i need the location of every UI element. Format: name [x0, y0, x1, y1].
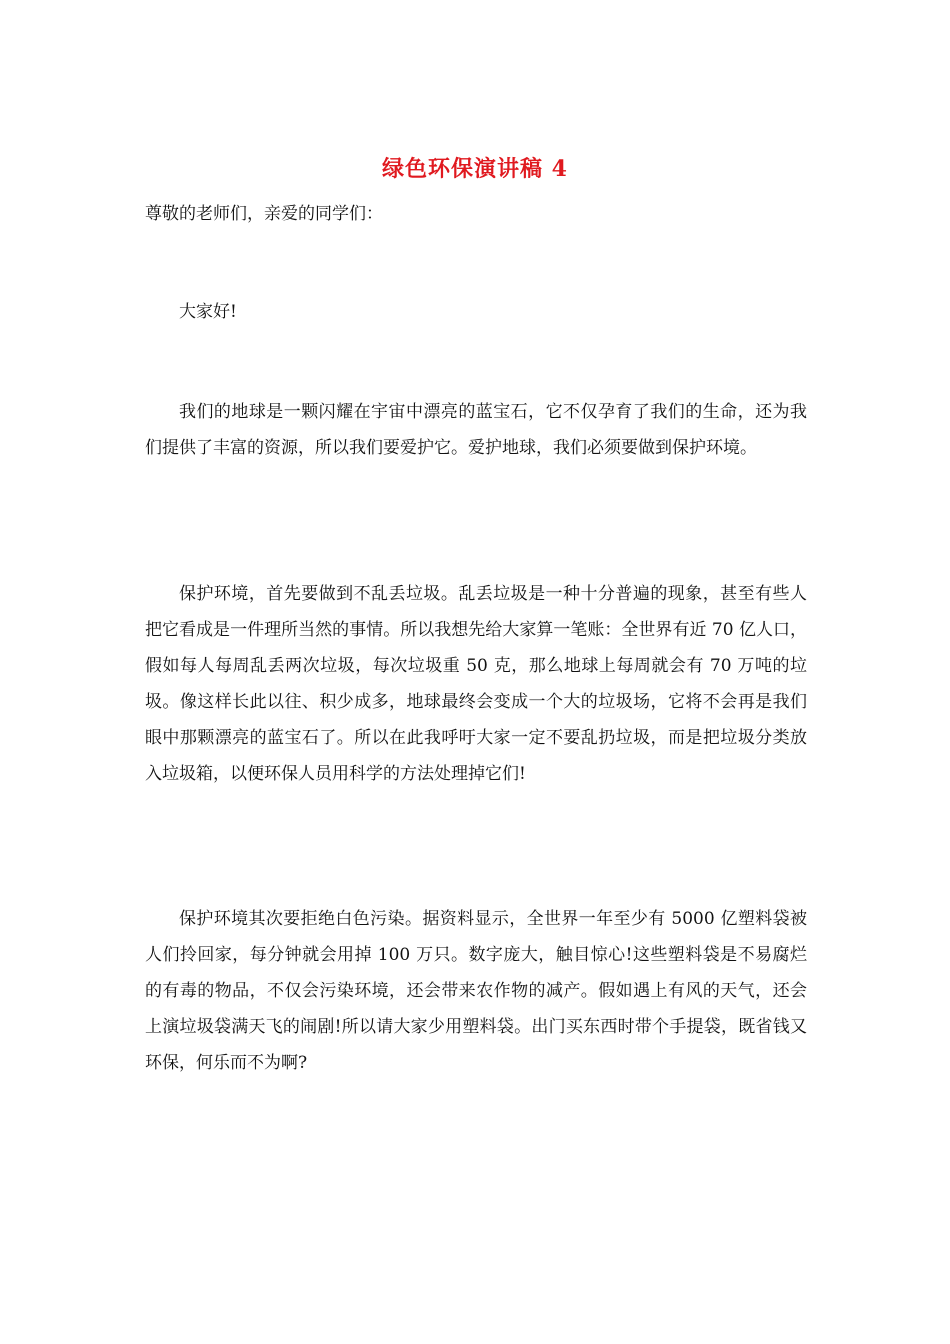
paragraph-litter: 保护环境，首先要做到不乱丢垃圾。乱丢垃圾是一种十分普遍的现象，甚至有些人把它看成是一件理所当然的事情。所以我想先给大家算一笔账：全世界有近 70 亿人口，假如每人每周乱丢两次垃圾，每次垃圾重 50 克，那么地球上每周就会有 70 万吨的垃圾。像这样长此以往、积少成多，地球最终会变成一个大的垃圾场，它将不会再是我们眼中那颗漂亮的蓝宝石了。所以在此我呼吁大家一定不要乱扔垃圾，而是把垃圾分类放入垃圾箱，以便环保人员用科学的方法处理掉它们!	[145, 584, 807, 784]
paragraph-plastic: 保护环境其次要拒绝白色污染。据资料显示，全世界一年至少有 5000 亿塑料袋被人们拎回家，每分钟就会用掉 100 万只。数字庞大，触目惊心!这些塑料袋是不易腐烂的有毒的物品，不仅会污染环境，还会带来农作物的减产。假如遇上有风的天气，还会上演垃圾袋满天飞的闹剧!所以请大家少用塑料袋。出门买东西时带个手提袋，既省钱又环保，何乐而不为啊?	[145, 909, 807, 1073]
salutation: 尊敬的老师们，亲爱的同学们：	[145, 204, 383, 224]
document-title: 绿色环保演讲稿 4	[382, 156, 568, 182]
paragraph-earth: 我们的地球是一颗闪耀在宇宙中漂亮的蓝宝石，它不仅孕育了我们的生命，还为我们提供了丰富的资源，所以我们要爱护它。爱护地球，我们必须要做到保护环境。	[145, 402, 807, 458]
paragraph-greeting: 大家好!	[179, 302, 237, 322]
